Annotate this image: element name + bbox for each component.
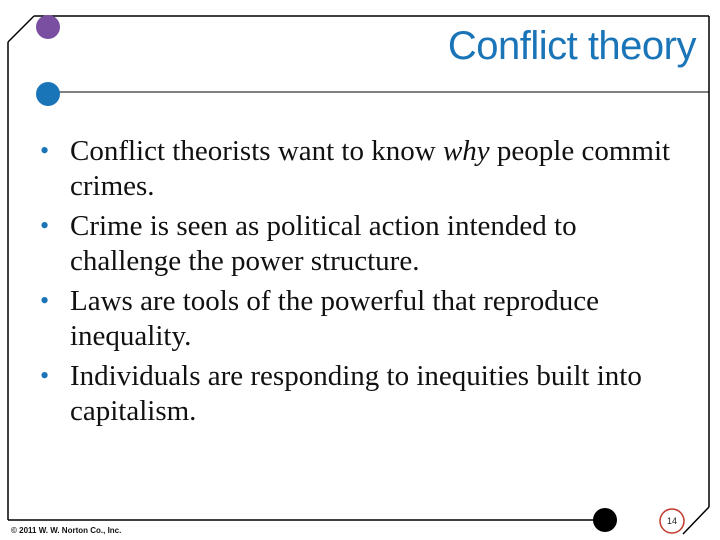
purple-circle-decoration <box>36 15 60 39</box>
slide-title: Conflict theory <box>447 24 696 68</box>
blue-circle-decoration <box>36 82 60 106</box>
bullet-text: people commit crimes. <box>70 135 671 202</box>
frame-line-bottom-right-diagonal <box>683 507 709 534</box>
bullet-list <box>40 134 680 434</box>
bullet-text: Laws are tools of the powerful that reproduce inequality. <box>70 285 600 352</box>
bullet-item <box>40 134 680 204</box>
page-number: 14 <box>666 516 677 526</box>
bullet-text: Conflict theorists want to know <box>70 135 443 167</box>
frame-line-top-left-diagonal <box>8 16 34 42</box>
bullet-dot-icon: • <box>40 361 50 390</box>
bullet-item <box>40 209 680 279</box>
bullet-item <box>40 284 680 354</box>
bullet-dot-icon: • <box>40 211 50 240</box>
bullet-dot-icon: • <box>40 136 50 165</box>
bullet-text: Crime is seen as political action intended to challenge the power structure. <box>70 210 577 277</box>
black-circle-decoration <box>593 508 617 532</box>
bullet-emphasis: why <box>442 135 490 167</box>
bullet-text: Individuals are responding to inequities built into capitalism. <box>70 360 642 427</box>
bullet-item <box>40 359 680 429</box>
copyright-footer: © 2011 W. W. Norton Co., Inc. <box>11 526 122 535</box>
bullet-dot-icon: • <box>40 286 50 315</box>
